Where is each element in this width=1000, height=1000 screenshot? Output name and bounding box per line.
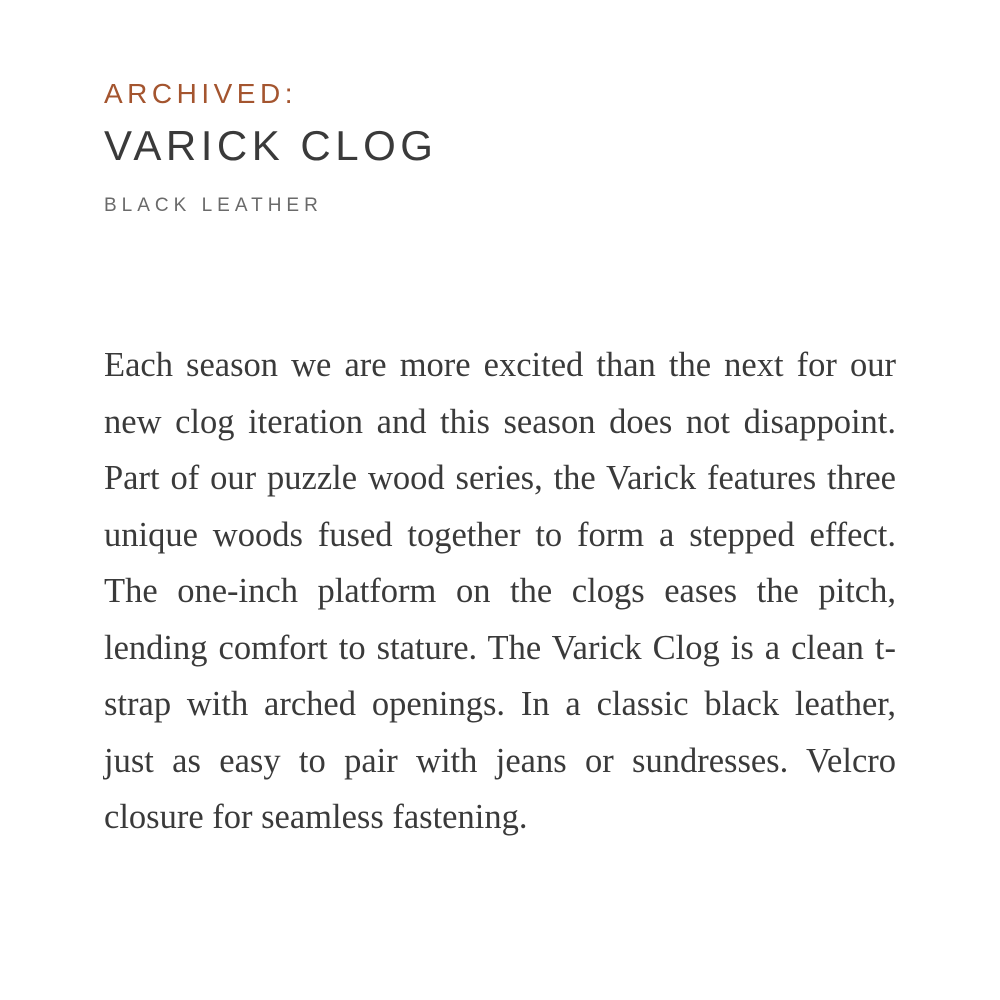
product-header: [104, 76, 904, 218]
product-variant: BLACK LEATHER: [104, 195, 323, 216]
archived-label: ARCHIVED:: [104, 78, 297, 109]
product-description: Each season we are more excited than the next for our new clog iteration and this season does not disappoint. Part of our puzzle wood series, the Varick features three unique woods fused together to form a stepped effect. The one-inch platform on the clogs eases the pitch, lending comfort to stature. The Varick Clog is a clean t-strap with arched openings. In a classic black leather, just as easy to pair with jeans or sundresses. Velcro closure for seamless fastening.: [104, 346, 896, 836]
product-title: VARICK CLOG: [104, 122, 438, 169]
